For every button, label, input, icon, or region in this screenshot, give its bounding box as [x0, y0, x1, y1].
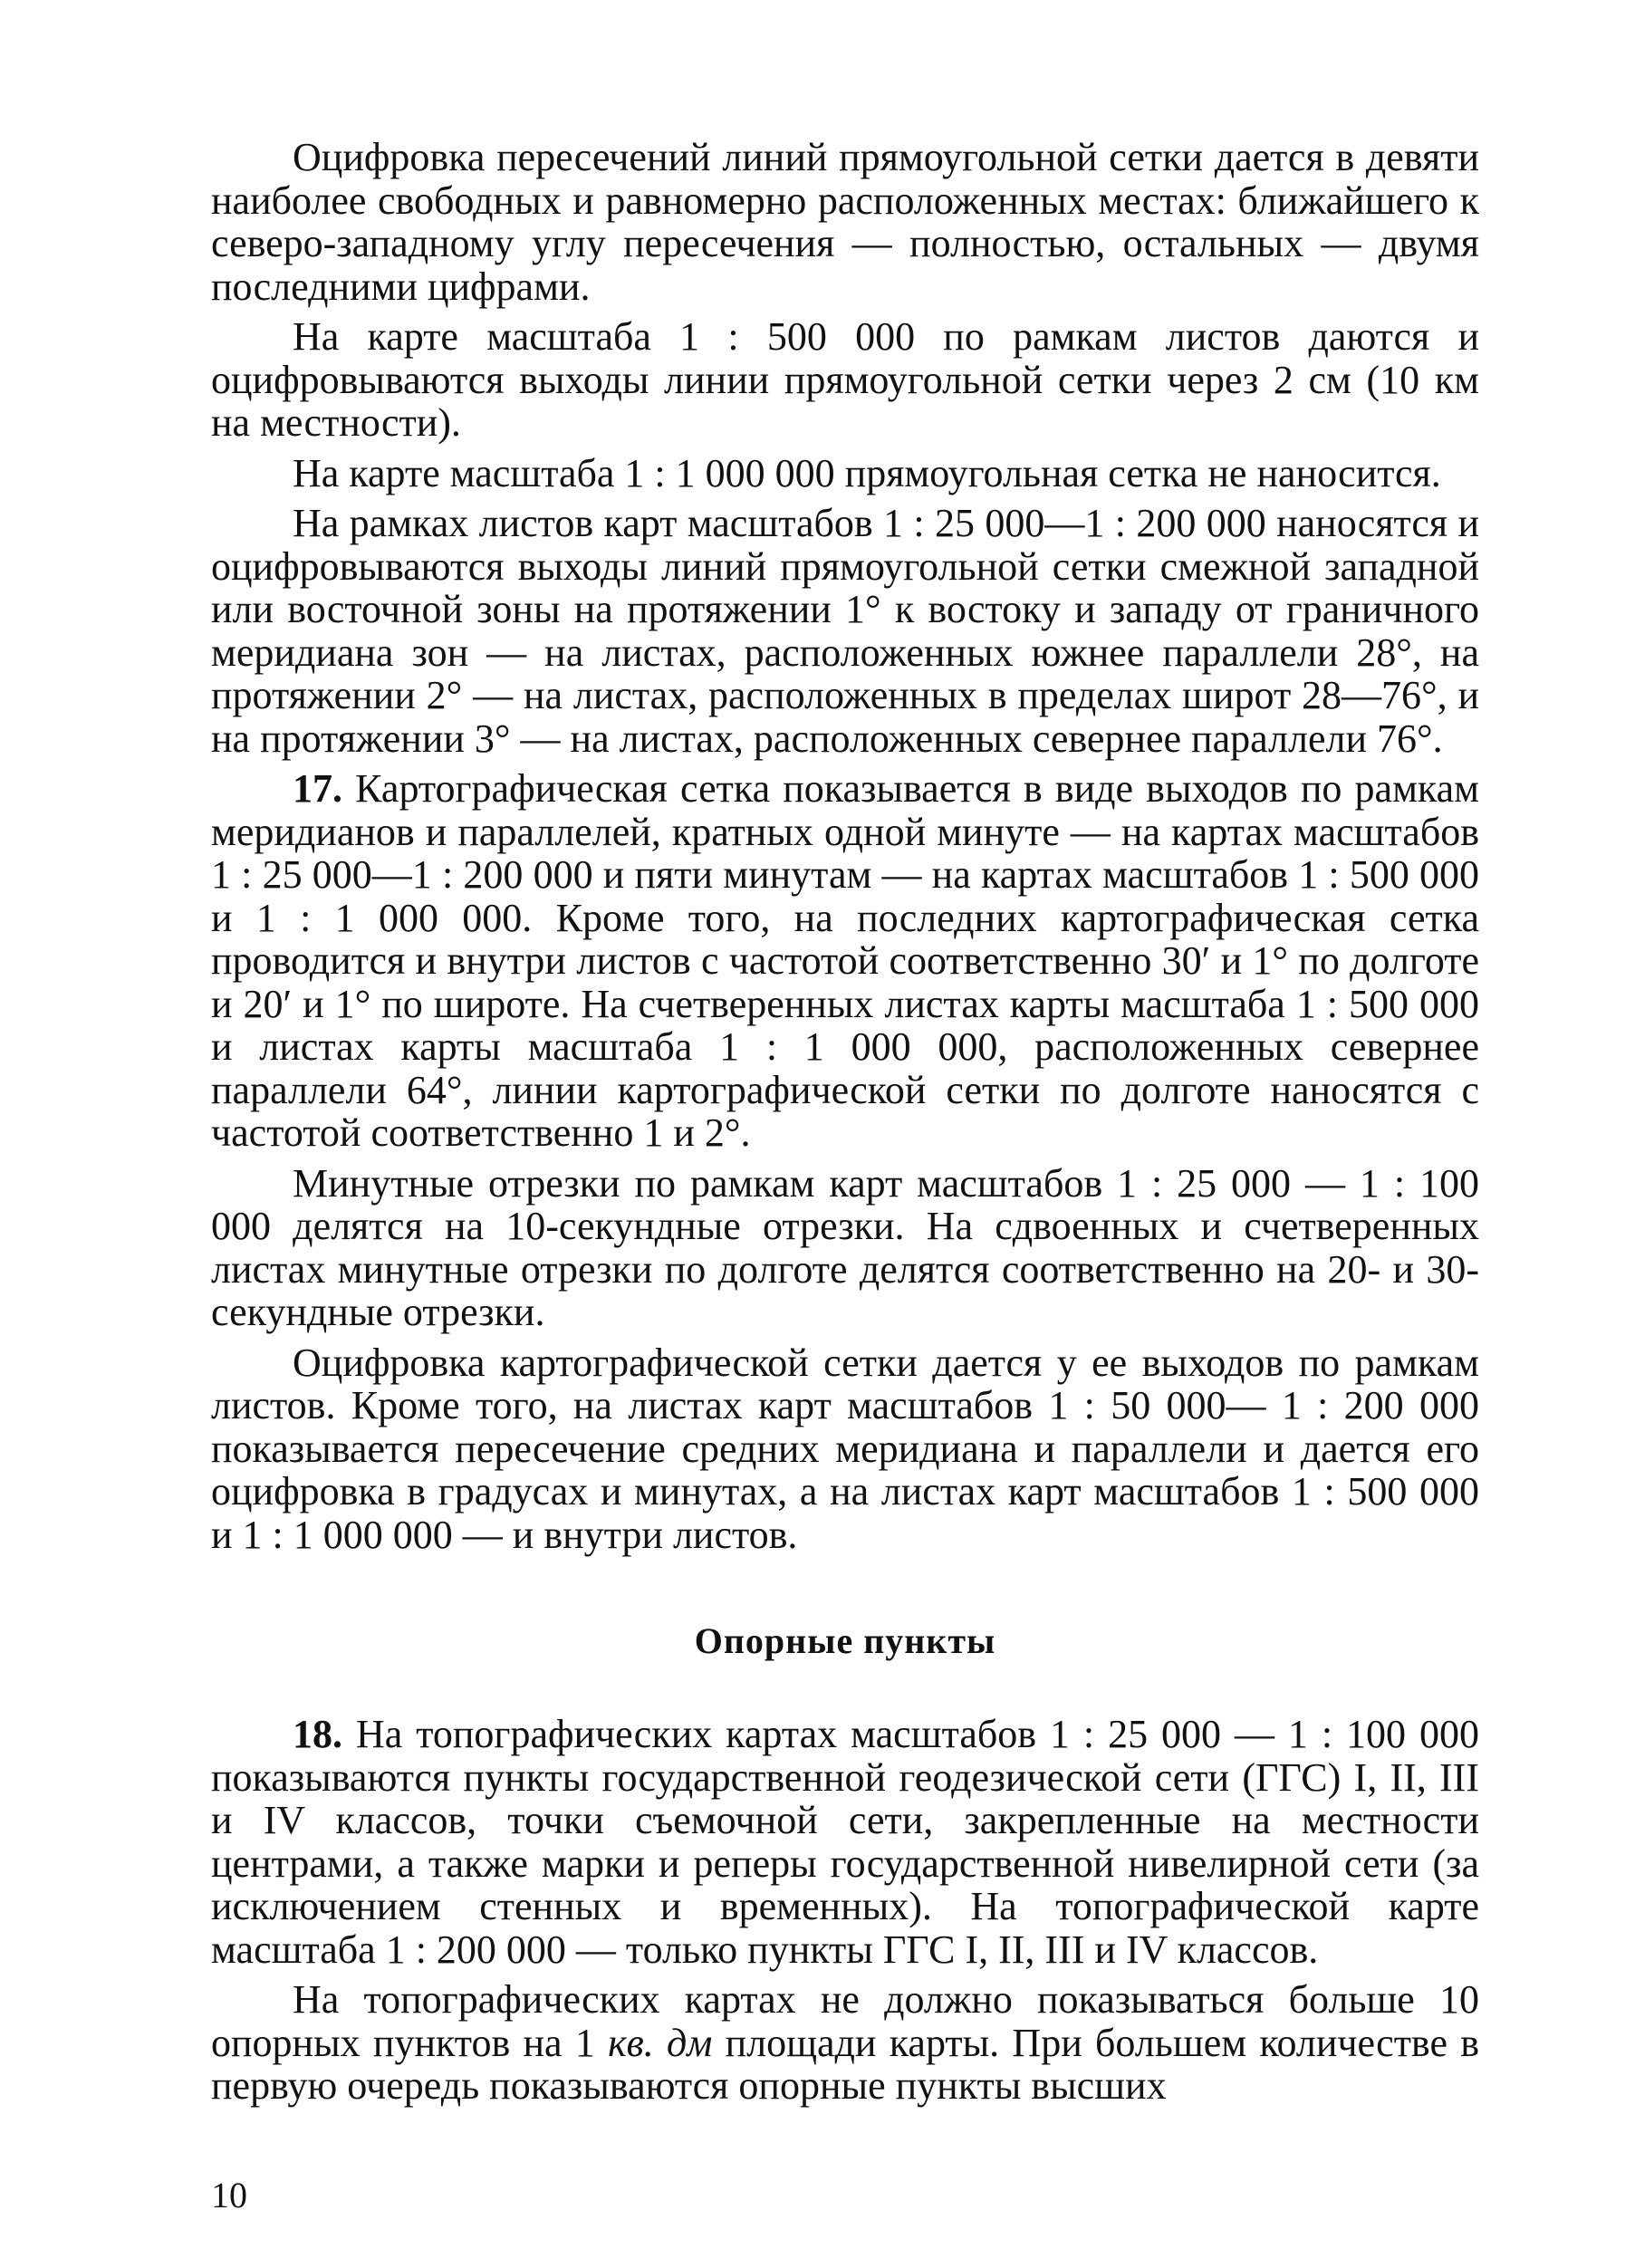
text-fragment: площади карты. При большем количестве в первую очередь показываются опорные пункты высших — [211, 2020, 1479, 2108]
item-number: 18. — [293, 1712, 342, 1756]
paragraph: Оцифровка пересечений линий прямоугольной сетки дается в девяти наиболее свободных и равномерно расположенных местах: ближайшего к северо-западному углу пересечения — полностью, остальных — двумя последними цифрами. — [211, 135, 1479, 309]
paragraph-last — [211, 1978, 1479, 2108]
item-text: На топографических картах масштабов 1 : 25 000 — 1 : 100 000 показываются пункты государственной геодезической сети (ГГС) I, II, III и IV классов, точки съемочной сети, закрепленные на местности центрами, а также марки и реперы государственной нивелирной сети (за исключением стенных и временных). На топографической карте масштаба 1 : 200 000 — только пункты ГГС I, II, III и IV классов. — [211, 1712, 1480, 1972]
item-number: 17. — [293, 766, 342, 811]
item-text: Картографическая сетка показывается в виде выходов по рамкам меридианов и параллелей, кратных одной минуте — на картах масштабов 1 : 25 000—1 : 200 000 и пяти минутам — на картах масштабов 1 : 500 000 и 1 : 1 000 000. Кроме того, на последних картографическая сетка проводится и внутри листов с частотой соответственно 30′ и 1° по долготе и 20′ и 1° по широте. На счетверенных листах карты масштаба 1 : 500 000 и листах карты масштаба 1 : 1 000 000, расположенных севернее параллели 64°, линии картографической сетки по долготе наносятся с частотой соответственно 1 и 2°. — [211, 766, 1479, 1155]
page-number: 10 — [211, 2175, 247, 2215]
paragraph: На рамках листов карт масштабов 1 : 25 000—1 : 200 000 наносятся и оцифровываются выходы линий прямоугольной сетки смежной западной или восточной зоны на протяжении 1° к востоку и западу от граничного меридиана зон — на листах, расположенных южнее параллели 28°, на протяжении 2° — на листах, расположенных в пределах широт 28—76°, и на протяжении 3° — на листах, расположенных севернее параллели 76°. — [211, 501, 1479, 761]
paragraph: На карте масштаба 1 : 500 000 по рамкам листов даются и оцифровываются выходы линии прямоугольной сетки через 2 см (10 км на местности). — [211, 314, 1479, 445]
section-heading: Опорные пункты — [694, 1620, 996, 1661]
text-fragment: На топографических картах не должно показываться больше 10 опорных пунктов на 1 — [211, 1977, 1479, 2065]
paragraph: На карте масштаба 1 : 1 000 000 прямоугольная сетка не наносится. — [293, 450, 1441, 495]
unit-italic: кв. дм — [608, 2020, 713, 2065]
paragraph: Минутные отрезки по рамкам карт масштабов 1 : 25 000 — 1 : 100 000 делятся на 10-секундные отрезки. На сдвоенных и счетверенных листах минутные отрезки по долготе делятся соответственно на 20- и 30-секундные отрезки. — [211, 1160, 1479, 1334]
page-body — [211, 136, 1479, 2115]
numbered-paragraph-18 — [211, 1713, 1479, 1971]
numbered-paragraph-17 — [211, 767, 1479, 1155]
paragraph: Оцифровка картографической сетки дается у ее выходов по рамкам листов. Кроме того, на листах карт масштабов 1 : 50 000— 1 : 200 000 показывается пересечение средних меридиана и параллели и дается его оцифровка в градусах и минутах, а на листах карт масштабов 1 : 500 000 и 1 : 1 000 000 — и внутри листов. — [211, 1340, 1479, 1557]
